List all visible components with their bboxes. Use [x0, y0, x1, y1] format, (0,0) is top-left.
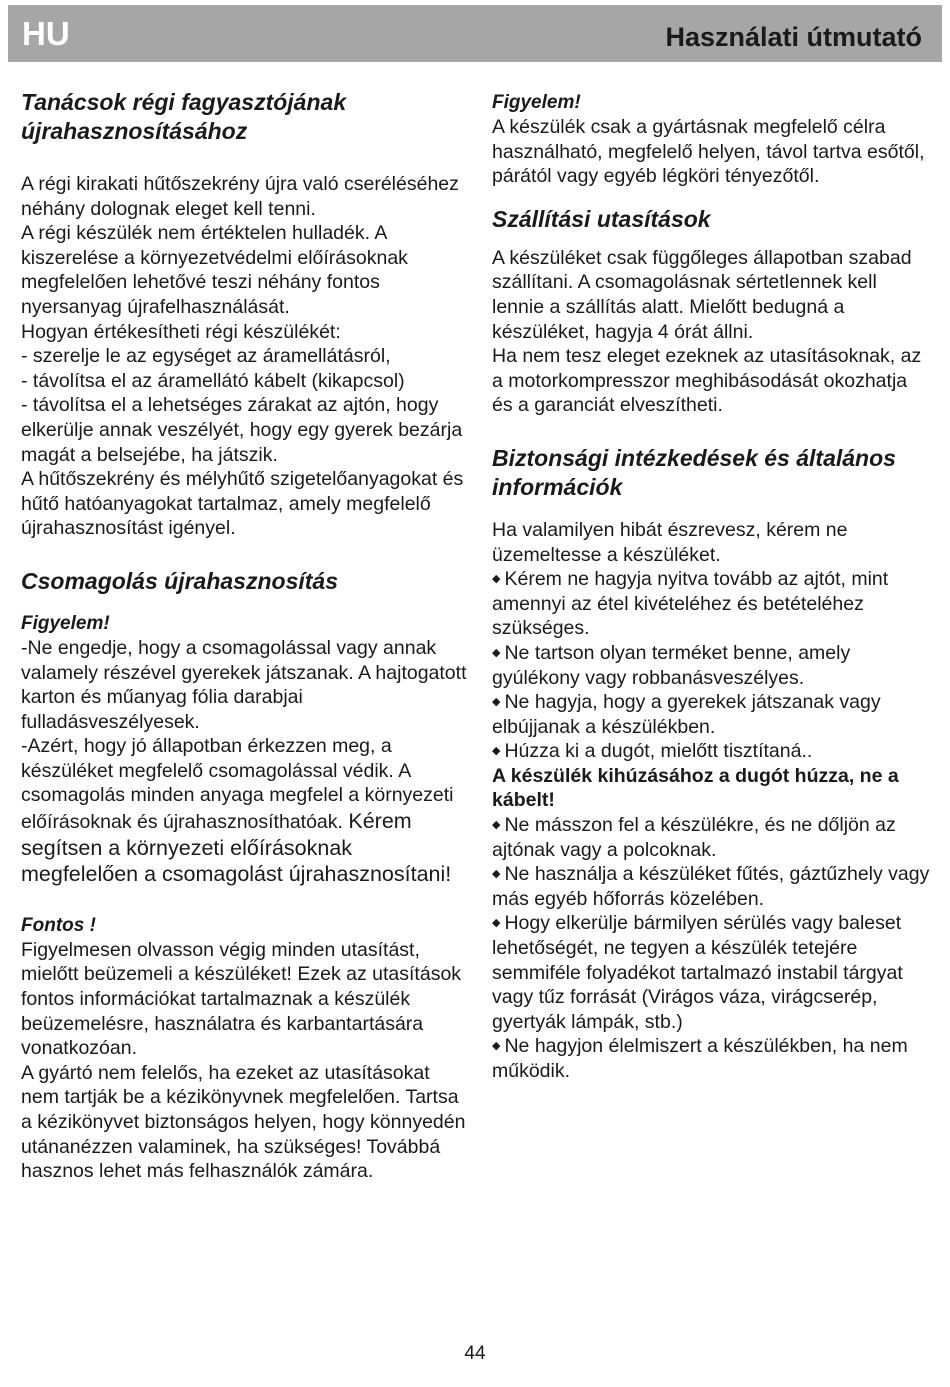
bullet-item: ◆ Hogy elkerülje bármilyen sérülés vagy baleset lehetőségét, ne tegyen a készülék tetejére semmiféle folyadékot tartalmazó instabil tárgyat vagy tűz forrását (Virágos váza, virágcserép, gyertyák lámpák, stb.): [492, 911, 932, 1034]
paragraph: Figyelmesen olvasson végig minden utasítást, mielőtt beüzemeli a készüléket! Ezek az utasítások fontos információkat tartalmaznak a készülék beüzemelésre, használatra és karbantartására vonatkozóan.: [21, 938, 462, 1060]
paragraph: A gyártó nem felelős, ha ezeket az utasításokat nem tartják be a kézikönyvnek megfelelően. Tartsa a kézikönyvet biztonságos helyen, hogy könnyedén utánanézzen valaminek, ha szükséges! Továbbá hasznos lehet más felhasználók zámára.: [21, 1061, 466, 1183]
paragraph: A régi kirakati hűtőszekrény újra való cseréléséhez néhány dolognak eleget kell tenni.: [21, 173, 459, 220]
manual-title: Használati útmutató: [665, 22, 922, 52]
paragraph: Ha valamilyen hibát észrevesz, kérem ne üzemeltesse a készüléket.: [492, 518, 848, 566]
paragraph: A hűtőszekrény és mélyhűtő szigetelőanyagokat és hűtő hatóanyagokat tartalmaz, amely megfelelő újrahasznosítást igényel.: [21, 468, 464, 540]
left-column: [21, 88, 469, 1184]
paragraph: [21, 734, 469, 888]
bullet-item: ◆ Ne tartson olyan terméket benne, amely gyúlékony vagy robbanásveszélyes.: [492, 641, 932, 690]
paragraph: A készülék csak a gyártásnak megfelelő célra használható, megfelelő helyen, távol tartva esőtől, párától vagy egyéb légköri tényezőtől.: [492, 116, 925, 188]
warning-label: Figyelem!: [492, 92, 581, 113]
important-label: Fontos !: [21, 914, 96, 936]
right-column: [492, 91, 932, 1084]
emphasis-text: Kérem segítsen a környezeti előírásoknak megfelelően a csomagolást újrahasznosítani!: [21, 809, 452, 887]
paragraph: A készüléket csak függőleges állapotban szabad szállítani. A csomagolásnak sértetlennek kell lennie a szállítás alatt. Mielőtt bedugná a készüléket, hagyja 4 órát állni.: [492, 246, 912, 343]
list-item: - távolítsa el az áramellátó kábelt (kikapcsol): [21, 369, 405, 392]
page-number: 44: [464, 1343, 486, 1364]
heading-recycling-old: Tanácsok régi fagyasztójának újrahasznosításához: [21, 89, 347, 144]
bullet-item: ◆ Ne használja a készüléket fűtés, gáztűzhely vagy más egyéb hőforrás közelében.: [492, 862, 932, 911]
paragraph: Hogyan értékesítheti régi készülékét:: [21, 320, 341, 343]
bullet-item: ◆ Húzza ki a dugót, mielőtt tisztítaná..: [492, 739, 932, 764]
bullet-item: ◆ Ne hagyja, hogy a gyerekek játszanak vagy elbújjanak a készülékben.: [492, 690, 932, 739]
bullet-item: ◆ Ne hagyjon élelmiszert a készülékben, ha nem működik.: [492, 1034, 932, 1083]
page-header: [8, 5, 942, 62]
heading-packaging-recycling: Csomagolás újrahasznosítás: [21, 567, 338, 594]
list-item: - távolítsa el a lehetséges zárakat az ajtón, hogy elkerülje annak veszélyét, hogy egy gyerek bezárja magát a belsejébe, ha játszik.: [21, 394, 463, 466]
language-code: HU: [22, 15, 70, 52]
paragraph: A régi készülék nem értéktelen hulladék. A kiszerelése a környezetvédelmi előírásoknak megfelelően lehetővé teszi néhány fontos nyersanyag újrafelhasználását.: [21, 222, 408, 318]
paragraph-text: -Azért, hogy jó állapotban érkezzen meg, a készüléket megfelelő csomagolással védik. A csomagolás minden anyaga megfelel a környezeti előírásoknak és újrahasznosíthatóak.: [21, 735, 454, 834]
bullet-item: ◆ Ne másszon fel a készülékre, és ne dőljön az ajtónak vagy a polcoknak.: [492, 813, 932, 862]
bullet-item: ◆ Kérem ne hagyja nyitva tovább az ajtót, mint amennyi az étel kivételéhez és betételéhez szükséges.: [492, 567, 932, 641]
heading-safety: Biztonsági intézkedések és általános információk: [492, 444, 896, 500]
paragraph: Ha nem tesz eleget ezeknek az utasításoknak, az a motorkompresszor meghibásodását okozhatja és a garanciát elveszítheti.: [492, 345, 922, 417]
list-item: - szerelje le az egységet az áramellátásról,: [21, 345, 391, 368]
warning-label: Figyelem!: [21, 612, 110, 634]
bold-warning: A készülék kihúzásához a dugót húzza, ne a kábelt!: [492, 764, 899, 812]
paragraph: -Ne engedje, hogy a csomagolással vagy annak valamely részével gyerekek játszanak. A hajtogatott karton és műanyag fólia darabjai fulladásveszélyesek.: [21, 636, 467, 733]
heading-transport: Szállítási utasítások: [492, 205, 711, 232]
